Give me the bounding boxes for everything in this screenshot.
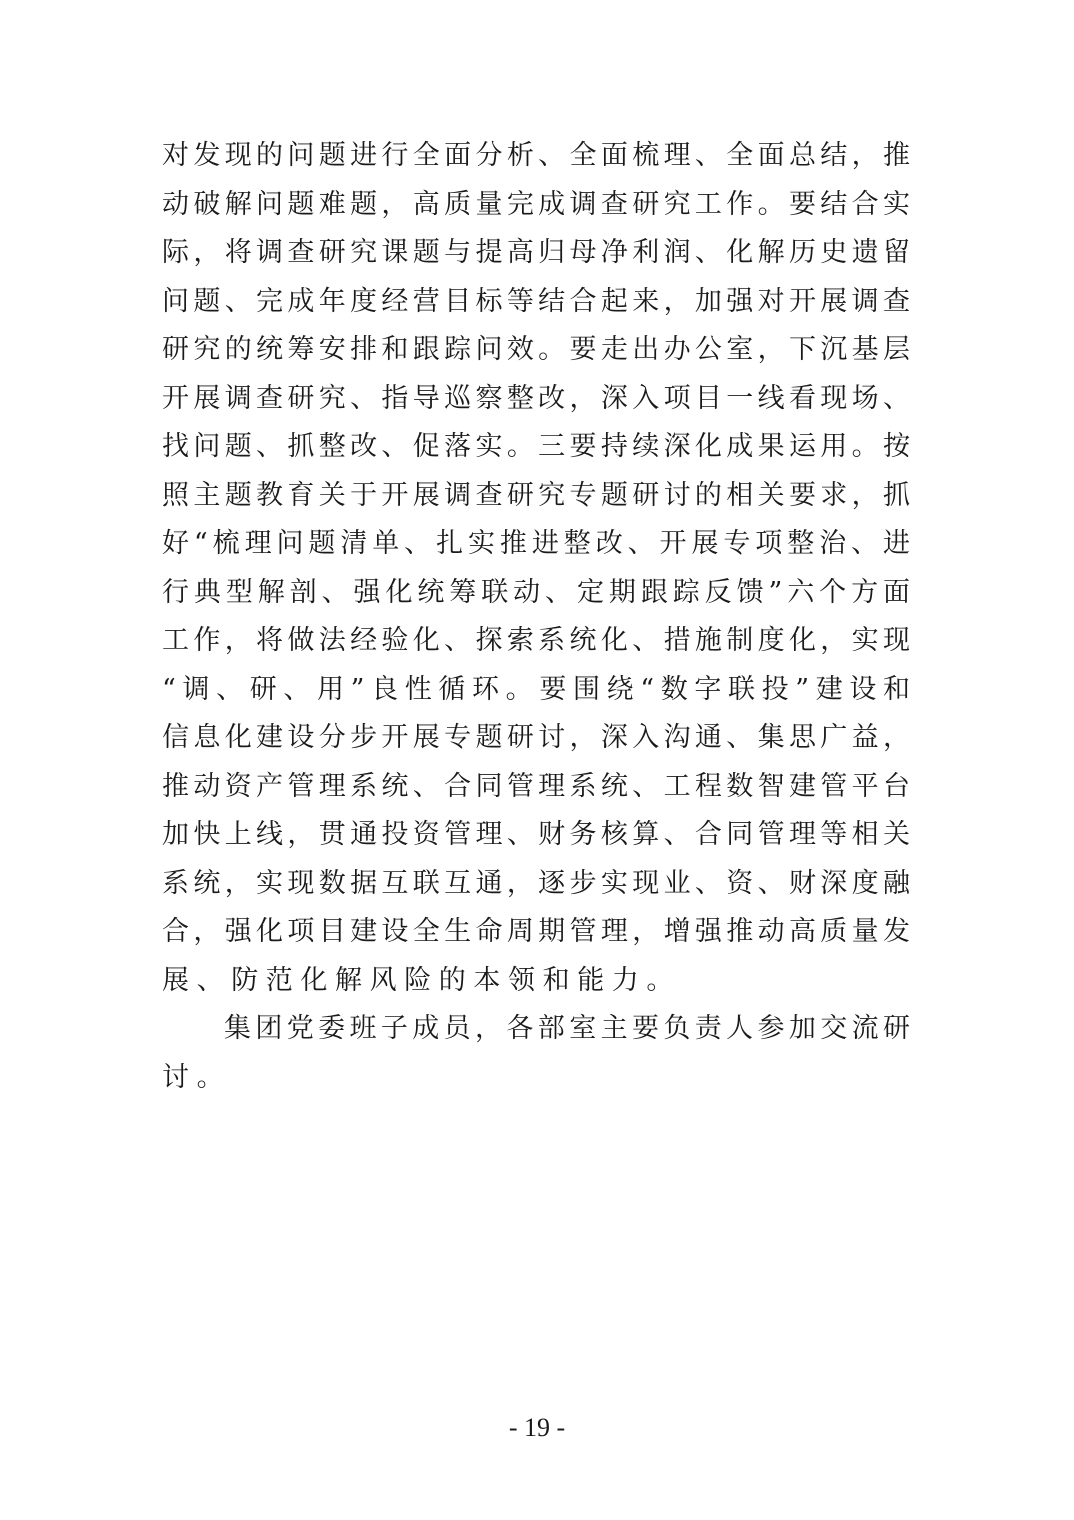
text-line: 推动资产管理系统、合同管理系统、工程数智建管平台 <box>162 770 910 802</box>
text-line: “调、研、用”良性循环。要围绕“数字联投”建设和 <box>162 673 910 705</box>
text-line: 开展调查研究、指导巡察整改，深入项目一线看现场、 <box>162 382 910 414</box>
text-line: 研究的统筹安排和跟踪问效。要走出办公室，下沉基层 <box>162 334 910 365</box>
text-line: 好“梳理问题清单、扎实推进整改、开展专项整治、进 <box>162 528 910 559</box>
text-line: 讨。 <box>162 1061 232 1093</box>
text-line: 问题、完成年度经营目标等结合起来，加强对开展调查 <box>162 285 910 317</box>
text-line: 加快上线，贯通投资管理、财务核算、合同管理等相关 <box>162 819 910 850</box>
text-line: 找问题、抓整改、促落实。三要持续深化成果运用。按 <box>162 431 910 462</box>
text-line: 对发现的问题进行全面分析、全面梳理、全面总结，推 <box>162 140 910 171</box>
text-line: 合，强化项目建设全生命周期管理，增强推动高质量发 <box>162 916 910 947</box>
text-line: 动破解问题难题，高质量完成调查研究工作。要结合实 <box>162 188 910 220</box>
text-line: 信息化建设分步开展专题研讨，深入沟通、集思广益， <box>162 722 910 753</box>
text-line: 展、防范化解风险的本领和能力。 <box>162 964 681 996</box>
text-line: 行典型解剖、强化统筹联动、定期跟踪反馈”六个方面 <box>162 576 910 608</box>
text-line: 工作，将做法经验化、探索系统化、措施制度化，实现 <box>162 625 910 656</box>
text-line: 照主题教育关于开展调查研究专题研讨的相关要求，抓 <box>162 479 910 511</box>
text-line: 集团党委班子成员，各部室主要负责人参加交流研 <box>224 1013 910 1044</box>
text-line: 系统，实现数据互联互通，逐步实现业、资、财深度融 <box>162 867 910 899</box>
body-text <box>162 132 910 1102</box>
text-line: 际，将调查研究课题与提高归母净利润、化解历史遗留 <box>162 237 910 268</box>
page-number: - 19 - <box>508 1413 566 1442</box>
